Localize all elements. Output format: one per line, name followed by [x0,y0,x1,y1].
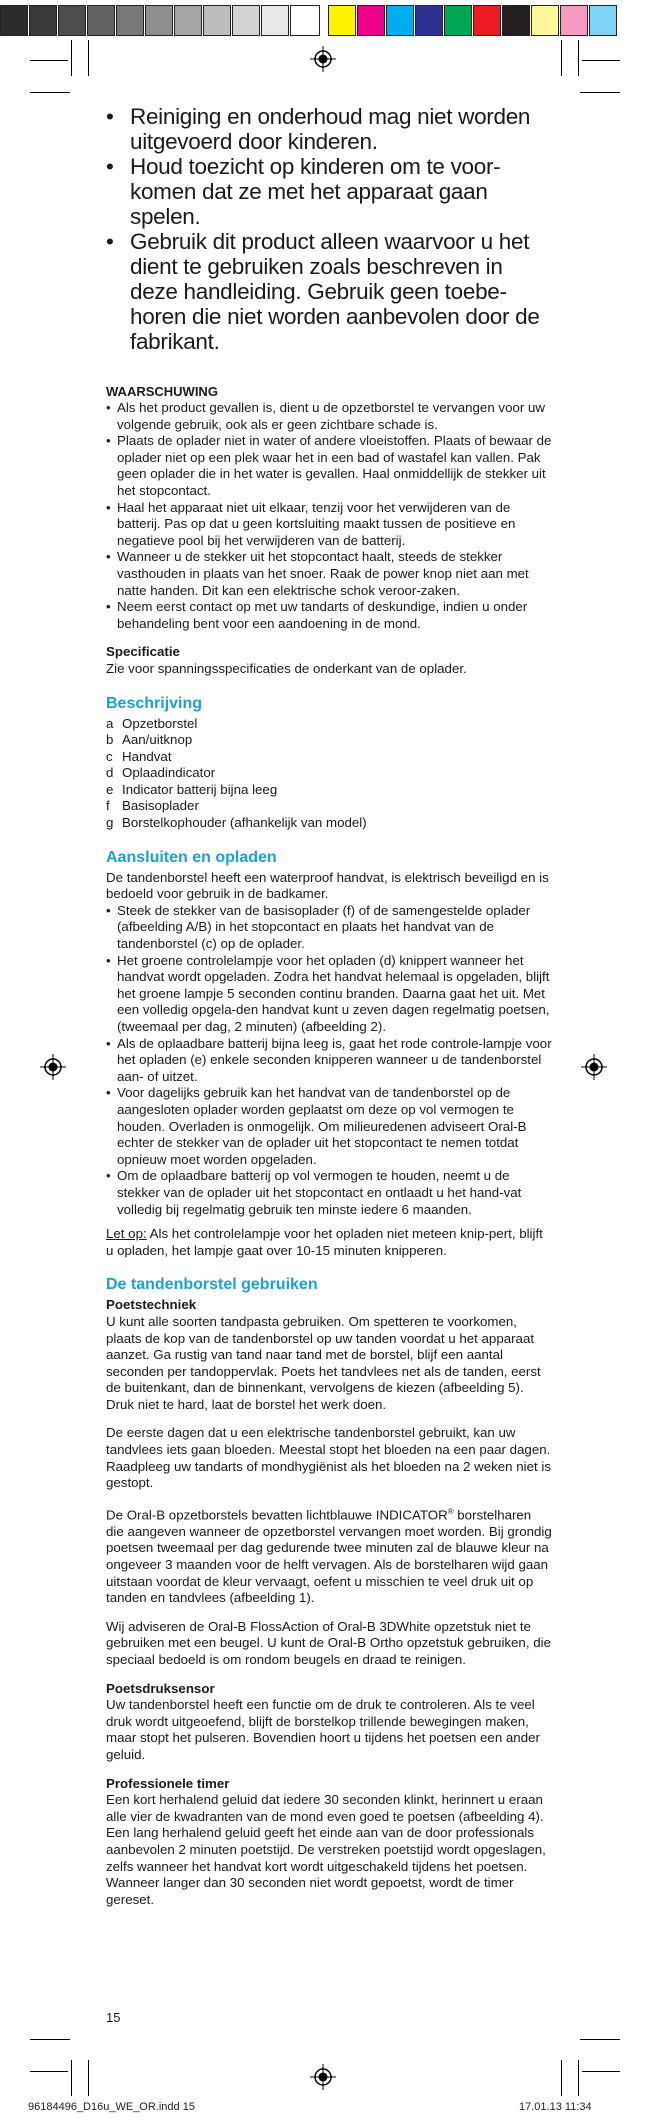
color-swatch [531,5,559,36]
color-swatch [415,5,443,36]
intro-bullet: • Gebruik dit product alleen waarvoor u het dient te gebruiken zoals beschreven in deze handleiding. Gebruik geen toebe-horen die niet worden aanbevolen door de fabrikant. [106,229,552,354]
parts-list-item [106,749,552,766]
charging-heading: Aansluiten en opladen [106,848,277,866]
crop-mark [578,2060,579,2096]
color-swatch [444,5,472,36]
color-swatch [116,5,144,36]
charging-list [106,903,552,1218]
color-swatch [560,5,588,36]
part-letter: b [106,732,114,748]
registration-mark-icon [581,1054,607,1080]
crop-mark [580,2039,620,2040]
color-swatch [357,5,385,36]
part-letter: e [106,781,114,797]
technique-heading: Poetstechniek [106,1297,197,1313]
color-swatch [145,5,173,36]
color-swatch [502,5,530,36]
color-swatch [261,5,289,36]
crop-mark [580,92,620,93]
intro-bullet: • Reiniging en onderhoud mag niet worden uitgevoerd door kinderen. [106,104,552,154]
parts-list-item [106,782,552,799]
crop-mark [30,2071,68,2072]
color-swatch [232,5,260,36]
warning-item: • Haal het apparaat niet uit elkaar, tenzij voor het verwijderen van de batterij. Pas op dat u geen kortsluiting maakt tussen de positieve en negatieve pool bij het verwijderen van de batterij. [106,500,552,550]
note-label: Let op: [106,1226,147,1242]
warning-list [106,400,552,632]
pressure-text: Uw tandenborstel heeft een functie om de druk te controleren. Als te veel druk wordt uitgeoefend, blijft de borstelkop trillende bewegingen maken, maar stopt het pulseren. Bovendien hoort u tijdens het poetsen een ander geluid. [106,1697,540,1762]
indicator-text-rest: borstelharen die aangeven wanneer de opzetborstel vervangen moet worden. Bij grondig poetsen tweemaal per dag gedurende twee minuten zal de blauwe kleur na ongeveer 3 maanden voor de helft vervagen. Als de borstelharen wijd gaan uitstaan voordat de kleur vervaagt, oefent u misschien te veel druk uit op tanden en tandvlees (afbeelding 1). [106,1507,552,1606]
color-swatch [29,5,57,36]
color-swatch [203,5,231,36]
registration-mark-icon [310,2064,336,2090]
warning-item: • Neem eerst contact op met uw tandarts of deskundige, indien u onder behandeling bent voor een aandoening in de mond. [106,599,552,632]
intro-bullet-list [106,104,552,354]
parts-list-item [106,815,552,832]
crop-mark [71,40,72,76]
color-swatch [174,5,202,36]
parts-list-item [106,732,552,749]
parts-list-item [106,716,552,733]
crop-mark [582,2071,620,2072]
parts-list-item [106,765,552,782]
page-number: 15 [106,2010,121,2025]
parts-list-item [106,798,552,815]
part-label: Oplaadindicator [122,765,216,781]
part-letter: a [106,715,114,731]
part-letter: c [106,748,113,764]
description-heading: Beschrijving [106,694,203,712]
crop-mark [30,92,70,93]
color-swatch [87,5,115,36]
warning-item: • Plaats de oplader niet in water of andere vloeistoffen. Plaats of bewaar de oplader niet op een plek waar het in een bad of wastafel kan vallen. Pak geen oplader die in het water is gevallen. Haal onmiddellijk de stekker uit het stopcontact. [106,433,552,499]
registration-mark-icon [310,46,336,72]
crop-mark [71,2060,72,2096]
part-letter: d [106,765,114,781]
part-label: Opzetborstel [122,715,198,731]
technique-paragraph: U kunt alle soorten tandpasta gebruiken. Om spetteren te voorkomen, plaats de kop van de tandenborstel op uw tanden voordat u het apparaat aanzet. Ga rustig van tand naar tand met de borstel, blijf een aantal seconden per tandoppervlak. Poets het tandvlees net als de tanden, eerst de buitenkant, dan de binnenkant, vervolgens de kiezen (afbeelding 5). Druk niet te hard, laat de borstel het werk doen. [106,1313,541,1412]
charging-item: • Steek de stekker van de basisoplader (f) of de samengestelde oplader (afbeelding A/B) in het stopcontact en plaats het handvat van de tandenborstel (c) op de oplader. [106,903,552,953]
charging-item: • Het groene controlelampje voor het opladen (d) knippert wanneer het handvat wordt opgeladen. Zodra het handvat helemaal is opgeladen, blijft het groene lampje 5 seconden continu branden. Daarna gaat het uit. Met een volledig opgela-den handvat kunt u zeven dagen regelmatig poetsen, (tweemaal per dag, 2 minuten) (afbeelding 2). [106,953,552,1036]
charging-note [106,1226,552,1259]
warning-heading: WAARSCHUWING [106,384,218,399]
technique-paragraph: Wij adviseren de Oral-B FlossAction of Oral-B 3DWhite opzetstuk niet te gebruiken met een beugel. U kunt de Oral-B Ortho opzetstuk gebruiken, die speciaal bedoeld is om rondom beugels en draad te reinigen. [106,1618,551,1668]
indicator-text: De Oral-B opzetborstels bevatten lichtblauwe INDICATOR [106,1507,448,1523]
part-label: Handvat [122,748,172,764]
note-text: Als het controlelampje voor het opladen niet meteen knip-pert, blijft u opladen, het lampje gaat over 10-15 minuten knipperen. [106,1226,543,1258]
crop-mark [561,40,562,76]
color-swatch [473,5,501,36]
charging-item: • Voor dagelijks gebruik kan het handvat van de tandenborstel op de aangesloten oplader worden geplaatst om deze op vol vermogen te houden. Overladen is onmogelijk. Om milieuredenen adviseert Oral-B echter de stekker van de oplader uit het stopcontact te nemen totdat opnieuw moet worden opgeladen. [106,1085,552,1168]
spec-text: Zie voor spanningsspecificaties de onderkant van de oplader. [106,660,467,676]
timer-heading: Professionele timer [106,1775,230,1791]
color-swatch [58,5,86,36]
crop-mark [30,60,68,61]
crop-mark [578,40,579,76]
part-label: Borstelkophouder (afhankelijk van model) [122,815,367,831]
part-label: Aan/uitknop [122,732,193,748]
technique-paragraph [106,1504,552,1607]
print-slug-file: 96184496_D16u_WE_OR.indd 15 [28,2101,195,2113]
charging-item: • Als de oplaadbare batterij bijna leeg is, gaat het rode controle-lampje voor het opladen (e) enkele seconden knipperen wanneer u de tandenborstel aan- of uitzet. [106,1036,552,1086]
crop-mark [88,40,89,76]
warning-item: • Wanneer u de stekker uit het stopcontact haalt, steeds de stekker vasthouden in plaats van het snoer. Raak de power knop niet aan met natte handen. Dit kan een elektrische schok veroor-zaken. [106,549,552,599]
print-slug-date: 17.01.13 11:34 [519,2101,592,2113]
registered-mark: ® [447,1506,454,1516]
crop-mark [88,2060,89,2096]
crop-mark [30,2039,70,2040]
timer-text: Een kort herhalend geluid dat iedere 30 seconden klinkt, herinnert u eraan alle vier de kwadranten van de mond even goed te poetsen (afbeelding 4). Een lang herhalend geluid geeft het einde aan van de door professionals aanbevolen 2 minuten poetstijd. De verstreken poetstijd wordt opgeslagen, zelfs wanneer het handvat kort wordt uitgeschakeld tijdens het poetsen. Wanneer langer dan 30 seconden niet wordt gepoetst, wordt de timer gereset. [106,1792,546,1907]
part-letter: f [106,798,110,814]
charging-item: • Om de oplaadbare batterij op vol vermogen te houden, neemt u de stekker van de oplader uit het stopcontact en ontlaadt u het hand-vat volledig bij regelmatig gebruik ten minste iedere 6 maanden. [106,1168,552,1218]
color-swatch [589,5,617,36]
technique-paragraph: De eerste dagen dat u een elektrische tandenborstel gebruikt, kan uw tandvlees iets gaan bloeden. Meestal stopt het bloeden na een paar dagen. Raadpleeg uw tandarts of mondhygiënist als het bloeden na 2 weken niet is gestopt. [106,1425,551,1491]
part-label: Indicator batterij bijna leeg [122,781,278,797]
color-swatch [0,5,28,36]
parts-list [106,716,552,832]
crop-mark [582,60,620,61]
charging-intro: De tandenborstel heeft een waterproof handvat, is elektrisch beveiligd en is bedoeld voor gebruik in de badkamer. [106,869,549,902]
spec-heading: Specificatie [106,644,180,660]
part-letter: g [106,815,114,831]
color-swatch [328,5,356,36]
color-swatch [290,5,320,36]
registration-mark-icon [40,1054,66,1080]
part-label: Basisoplader [122,798,199,814]
color-calibration-bar [0,5,618,38]
color-swatch [386,5,414,36]
crop-mark [561,2060,562,2096]
warning-item: • Als het product gevallen is, dient u de opzetborstel te vervangen voor uw volgende gebruik, ook als er geen zichtbare schade is. [106,400,552,433]
manual-page-content [106,104,552,1908]
pressure-heading: Poetsdruksensor [106,1680,215,1696]
intro-bullet: • Houd toezicht op kinderen om te voor-komen dat ze met het apparaat gaan spelen. [106,154,552,229]
usage-heading: De tandenborstel gebruiken [106,1276,318,1294]
